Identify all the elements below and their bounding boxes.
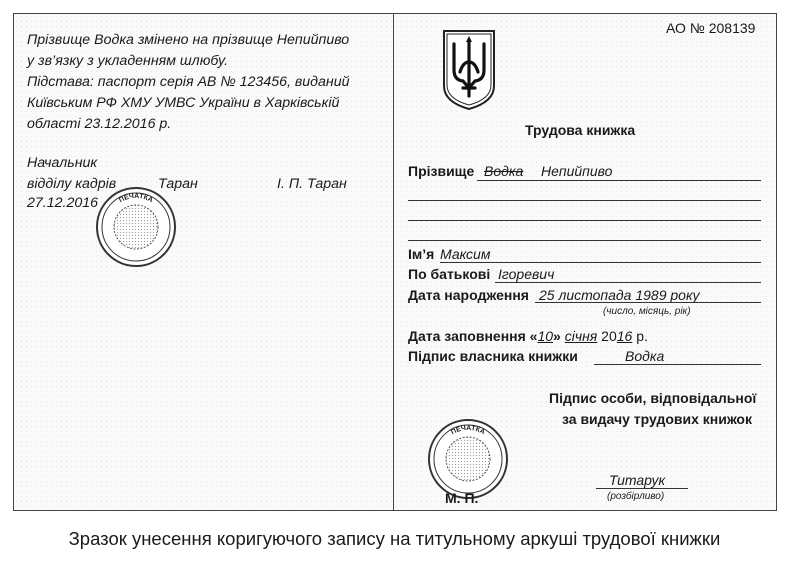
birth-hint: (число, місяць, рік) — [603, 306, 691, 317]
fill-month: січня — [564, 328, 598, 344]
signature-title-2: відділу кадрів — [27, 176, 117, 192]
name-line — [440, 262, 761, 263]
figure-caption: Зразок унесення коригуючого запису на титульному аркуші трудової книжки — [68, 528, 721, 549]
fill-date-label: Дата заповнення « — [408, 328, 538, 344]
blank-line — [408, 220, 761, 221]
note-line: у зв’язку з укладенням шлюбу. — [27, 53, 229, 69]
serial-number: АО № 208139 — [666, 20, 756, 36]
fill-year-end: р. — [632, 328, 648, 344]
stamp-seal-icon — [427, 418, 509, 500]
signature-date: 27.12.2016 — [27, 195, 99, 211]
responsible-signature: Титарук — [609, 472, 666, 488]
stamp-text: ПЕЧАТКА — [118, 192, 154, 205]
responsible-label-1: Підпис особи, відповідальної — [549, 390, 757, 406]
blank-line — [408, 240, 761, 241]
note-line: Підстава: паспорт серія АВ № 123456, виданий — [27, 74, 350, 90]
name-label: Ім’я — [408, 246, 435, 262]
surname-line — [477, 180, 761, 181]
signature-title-1: Начальник — [27, 155, 98, 171]
stamp-seal-icon — [95, 186, 177, 268]
owner-signature-value: Водка — [625, 348, 665, 364]
birth-line — [535, 302, 761, 303]
patronymic-value: Ігоревич — [498, 266, 555, 282]
patronymic-label: По батькові — [408, 266, 491, 282]
fill-date — [408, 328, 648, 344]
patronymic-line — [495, 282, 761, 283]
document-title: Трудова книжка — [525, 122, 636, 138]
surname-new: Непийпиво — [541, 163, 613, 179]
signatory-name: І. П. Таран — [277, 176, 347, 192]
owner-signature-line — [594, 364, 761, 365]
note-line: області 23.12.2016 р. — [27, 116, 172, 132]
coat-of-arms-icon — [441, 28, 497, 112]
owner-signature-label: Підпис власника книжки — [408, 348, 578, 364]
page-divider — [393, 13, 394, 511]
responsible-hint: (розбірливо) — [607, 491, 665, 502]
birth-date-label: Дата народження — [408, 287, 529, 303]
fill-year-prefix: 20 — [597, 328, 617, 344]
correction-note — [27, 30, 350, 135]
responsible-label-2: за видачу трудових книжок — [562, 411, 752, 427]
note-line: Київським РФ ХМУ УМВС України в Харківській — [27, 95, 340, 111]
fill-year-suffix: 16 — [616, 328, 633, 344]
handwritten-signature: Таран — [158, 176, 198, 192]
fill-day: 10 — [537, 328, 554, 344]
blank-line — [408, 200, 761, 201]
surname-label: Прізвище — [408, 163, 475, 179]
seal-label: М. П. — [445, 490, 479, 506]
stamp-text: ПЕЧАТКА — [450, 424, 486, 437]
note-line: Прізвище Водка змінено на прізвище Непийпиво — [27, 32, 350, 48]
birth-date-value: 25 листопада 1989 року — [539, 287, 700, 303]
responsible-signature-line — [596, 488, 688, 489]
fill-date-sep: » — [553, 328, 565, 344]
surname-old: Водка — [484, 163, 524, 179]
name-value: Максим — [440, 246, 491, 262]
